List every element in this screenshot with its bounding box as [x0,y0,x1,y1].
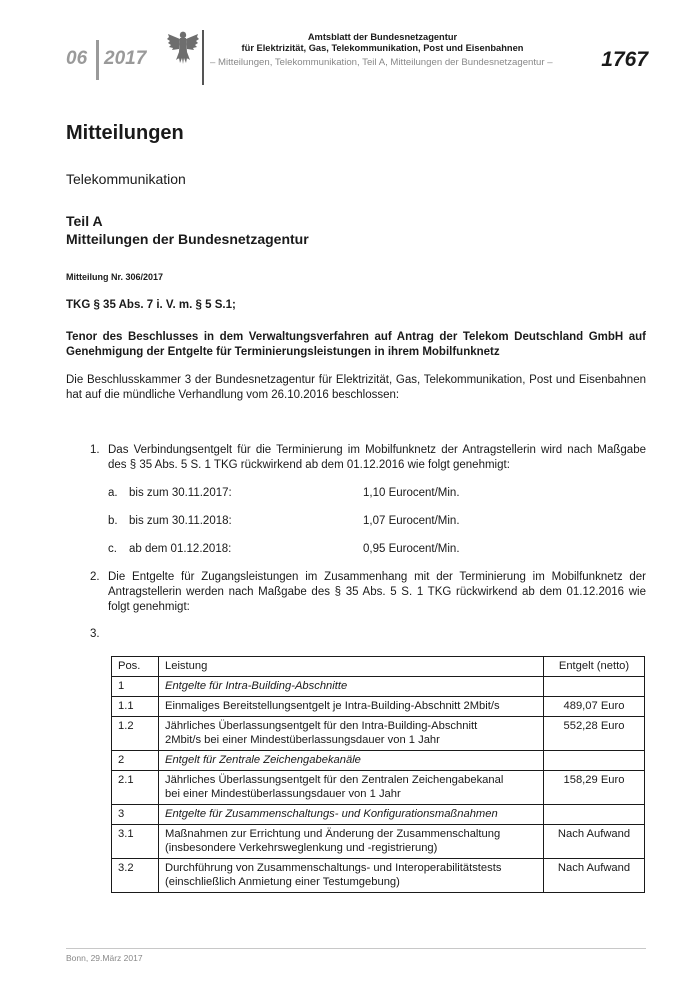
row-fee: 552,28 Euro [544,717,645,751]
table-row [112,771,645,805]
fee-table [111,656,645,893]
footer-date: Bonn, 29.März 2017 [66,953,143,963]
row-service-line: (insbesondere Verkehrsweglenkung und -registrierung) [165,842,438,854]
row-service: Einmaliges Bereitstellungsentgelt je Intra-Building-Abschnitt 2Mbit/s [159,697,544,717]
list-item-number: 2. [90,571,100,583]
row-service [159,771,544,805]
header-pos: Pos. [112,657,159,677]
table-row [112,805,645,825]
publication-subtitle: für Elektrizität, Gas, Telekommunikation, Post und Eisenbahnen [241,43,524,53]
table-row [112,717,645,751]
issue-number: 06 [66,48,88,69]
rate-amount: 0,95 Eurocent/Min. [363,543,460,555]
list-item-number: 3. [90,628,100,640]
row-pos: 3.2 [112,859,159,893]
row-fee [544,751,645,771]
list-item-text: Das Verbindungsentgelt für die Terminierung im Mobilfunknetz der Antragstellerin wird nach Maßgabe des § 35 Abs. 5 S. 1 TKG rückwirkend ab dem 01.12.2016 wie folgt genehmigt: [108,444,646,471]
row-pos: 3 [112,805,159,825]
row-service-line: Maßnahmen zur Errichtung und Änderung der Zusammenschaltung [165,828,501,840]
row-fee [544,677,645,697]
row-fee: Nach Aufwand [544,825,645,859]
row-service [159,825,544,859]
section-title: Mitteilungen [66,122,184,144]
list-item-number: 1. [90,444,100,456]
header-service: Leistung [159,657,544,677]
row-service-line: bei einer Mindestüberlassungsdauer von 1 Jahr [165,788,401,800]
row-service: Entgelte für Intra-Building-Abschnitte [159,677,544,697]
table-row [112,825,645,859]
row-fee: Nach Aufwand [544,859,645,893]
part-title: Mitteilungen der Bundesnetzagentur [66,231,309,247]
subsection-title: Telekommunikation [66,171,186,187]
row-pos: 3.1 [112,825,159,859]
logo-divider [202,30,204,85]
row-service [159,717,544,751]
row-service: Entgelt für Zentrale Zeichengabekanäle [159,751,544,771]
row-fee: 158,29 Euro [544,771,645,805]
row-pos: 1.1 [112,697,159,717]
row-fee: 489,07 Euro [544,697,645,717]
row-pos: 2.1 [112,771,159,805]
table-row [112,697,645,717]
part-heading [66,212,309,248]
row-pos: 1.2 [112,717,159,751]
rate-period: bis zum 30.11.2018: [129,515,232,527]
rate-letter: b. [108,515,118,527]
issue-year: 2017 [104,48,147,69]
part-label: Teil A [66,213,103,229]
notice-number: Mitteilung Nr. 306/2017 [66,272,164,282]
legal-reference: TKG § 35 Abs. 7 i. V. m. § 5 S.1; [66,299,236,311]
table-row [112,859,645,893]
page-number: 1767 [601,48,648,71]
row-fee [544,805,645,825]
header-fee: Entgelt (netto) [544,657,645,677]
list-item-text: Die Entgelte für Zugangsleistungen im Zusammenhang mit der Terminierung im Mobilfunknetz der Antragstellerin werden nach Maßgabe des § 35 Abs. 5 S. 1 TKG rückwirkend ab dem 01.12.2016 wie folgt genehmigt: [108,571,646,613]
table-row [112,751,645,771]
row-service-line: Jährliches Überlassungsentgelt für den Intra-Building-Abschnitt [165,720,478,732]
rate-amount: 1,10 Eurocent/Min. [363,487,460,499]
row-service-line: Durchführung von Zusammenschaltungs- und Interoperabilitätstests [165,862,502,874]
federal-eagle-icon [166,28,200,68]
tenor-heading: Tenor des Beschlusses in dem Verwaltungsverfahren auf Antrag der Telekom Deutschland GmbH auf Genehmigung der Entgelte für Terminierungsleistungen in ihrem Mobilfunknetz [66,331,646,358]
row-pos: 2 [112,751,159,771]
row-service-line: 2Mbit/s bei einer Mindestüberlassungsdauer von 1 Jahr [165,734,440,746]
footer-divider [66,948,646,949]
row-service-line: (einschließlich Anmietung einer Testumgebung) [165,876,400,888]
rate-letter: c. [108,543,117,555]
publication-title: Amtsblatt der Bundesnetzagentur [307,32,458,42]
row-service [159,859,544,893]
rate-amount: 1,07 Eurocent/Min. [363,515,460,527]
table-header-row [112,657,645,677]
intro-paragraph: Die Beschlusskammer 3 der Bundesnetzagentur für Elektrizität, Gas, Telekommunikation, Post und Eisenbahnen hat auf die mündliche Verhandlung vom 26.10.2016 beschlossen: [66,374,646,401]
row-service: Entgelte für Zusammenschaltungs- und Konfigurationsmaßnahmen [159,805,544,825]
row-service-line: Jährliches Überlassungsentgelt für den Zentralen Zeichengabekanal [165,774,504,786]
rate-period: ab dem 01.12.2018: [129,543,232,555]
table-row [112,677,645,697]
rate-letter: a. [108,487,118,499]
rate-period: bis zum 30.11.2017: [129,487,232,499]
row-pos: 1 [112,677,159,697]
section-path: – Mitteilungen, Telekommunikation, Teil A, Mitteilungen der Bundesnetzagentur – [210,57,553,68]
header-divider [96,40,99,80]
